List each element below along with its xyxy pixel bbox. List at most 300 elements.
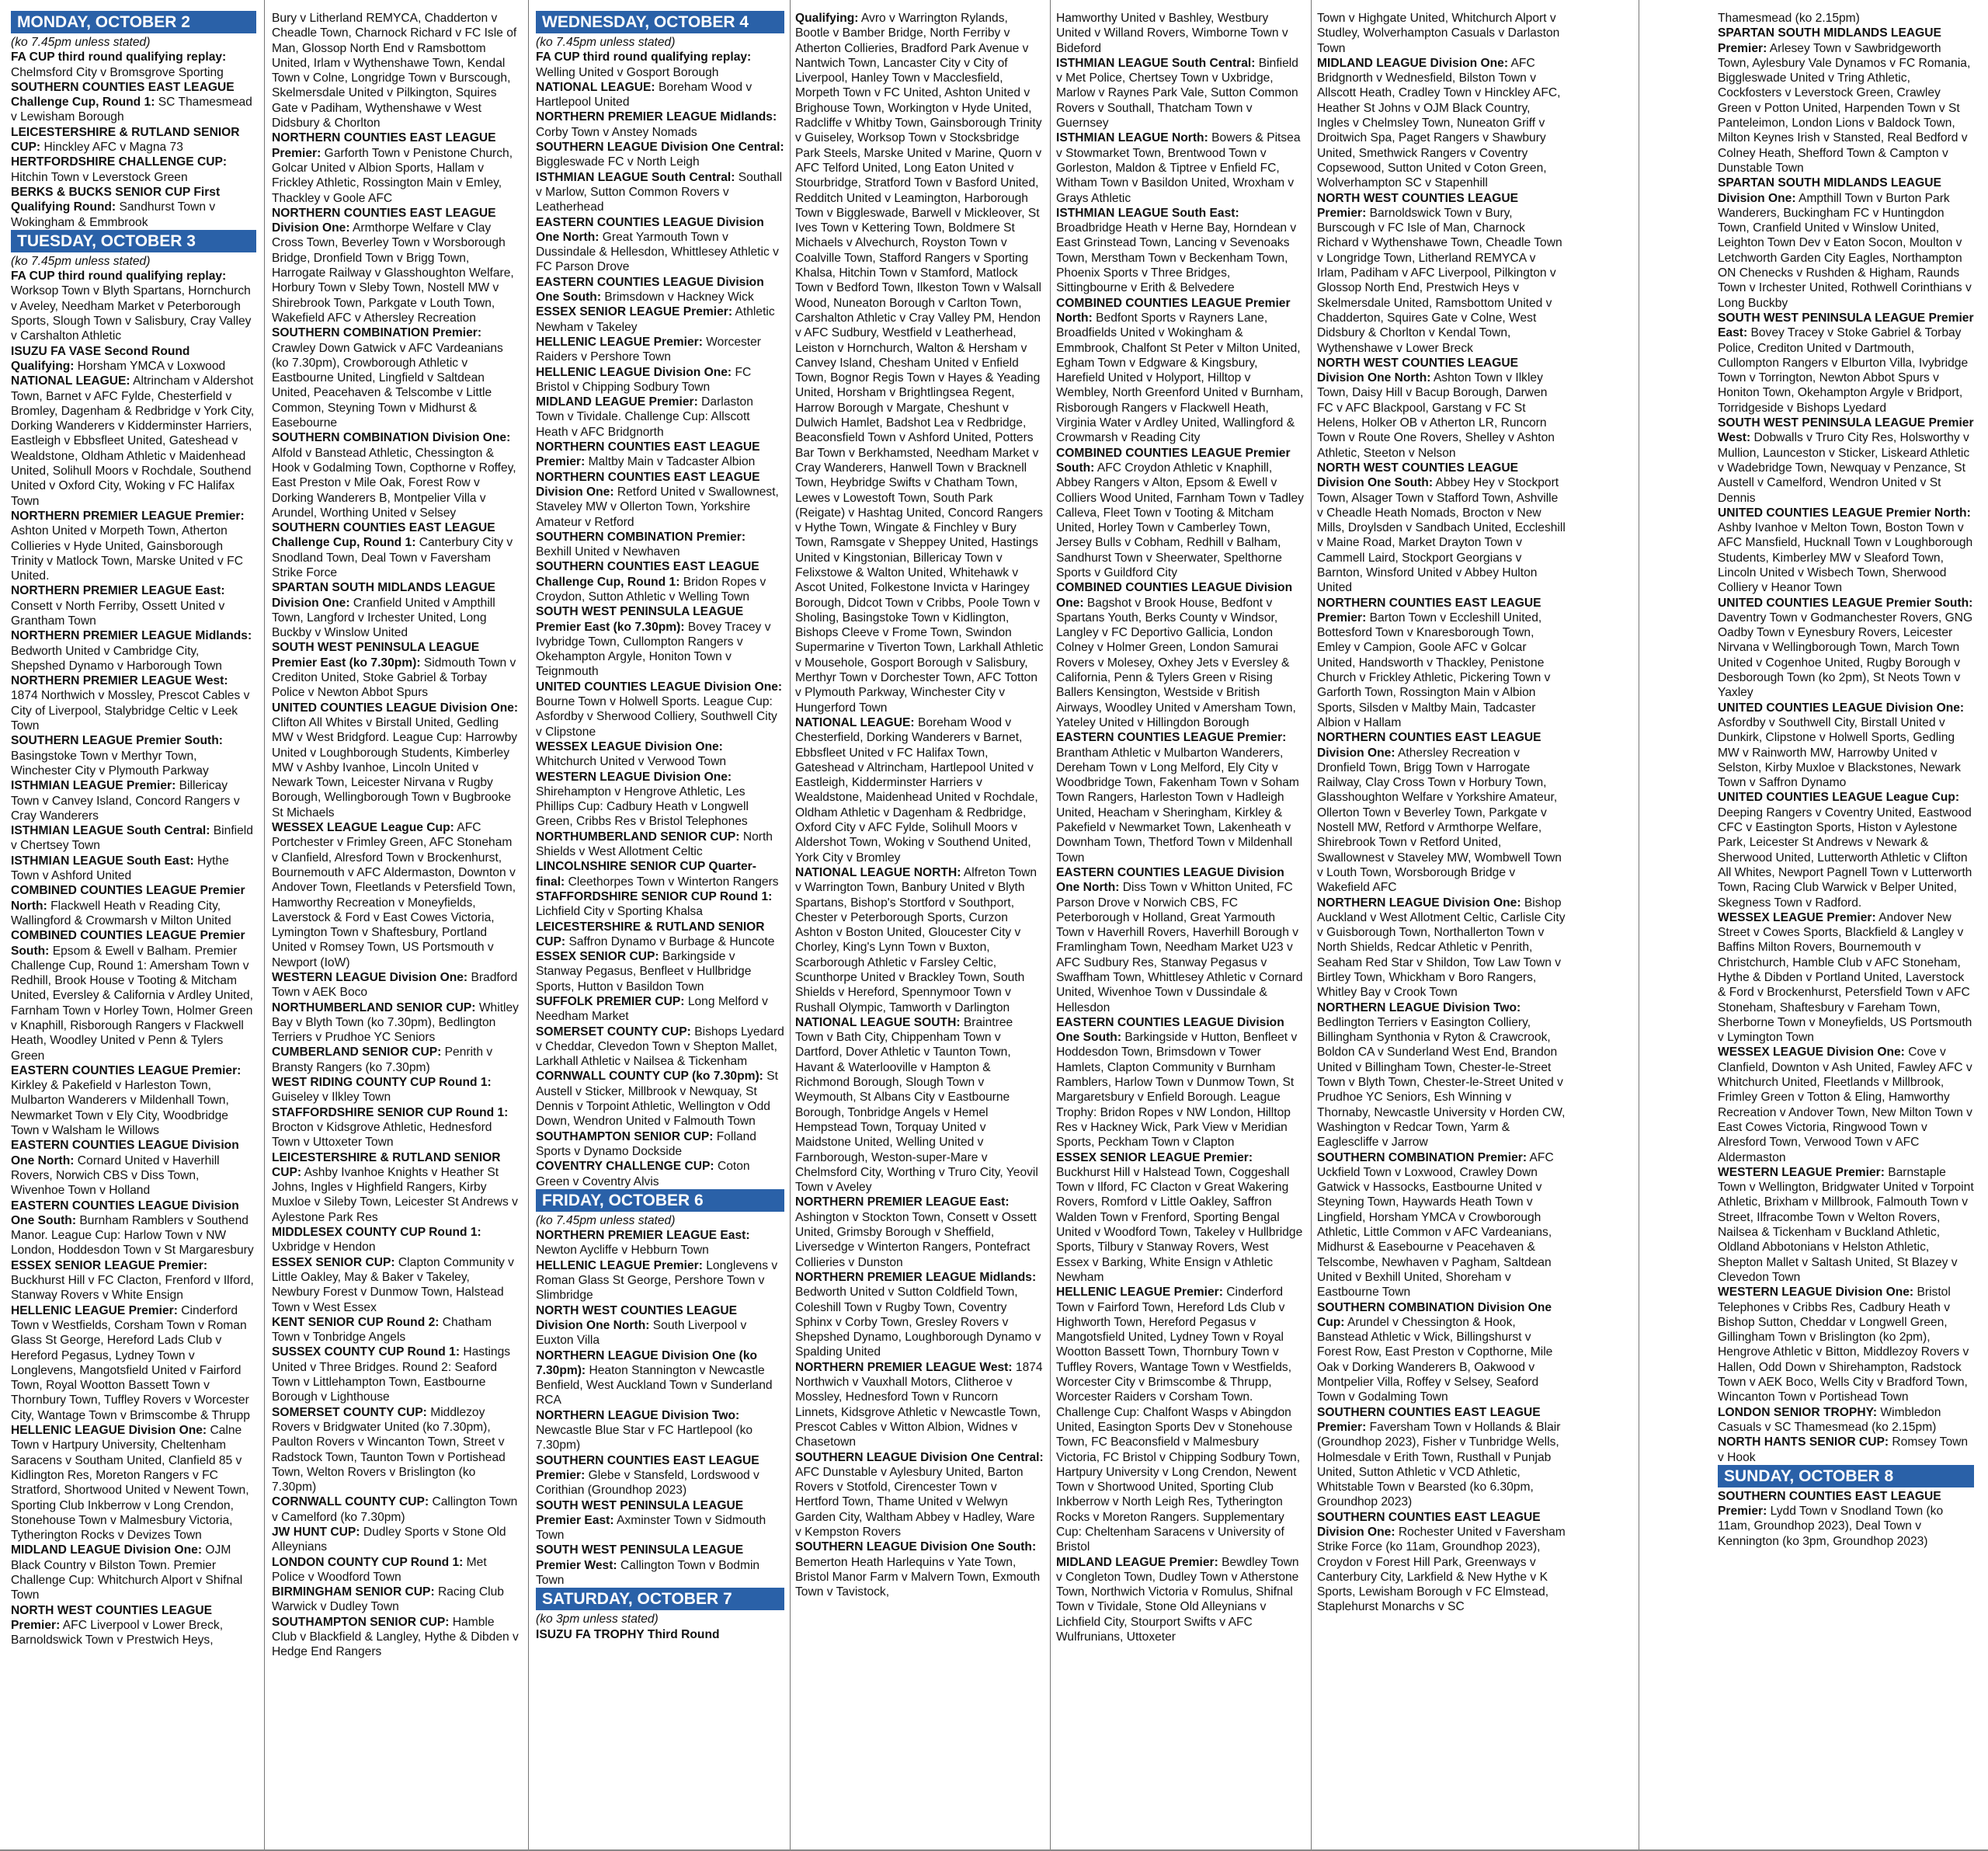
- competition-entry: [272, 1585, 520, 1615]
- competition-entry: [272, 206, 520, 325]
- competition-entry: [795, 11, 1044, 715]
- competition-name: MIDLAND LEAGUE Division One:: [1317, 56, 1509, 70]
- competition-entry: [1317, 191, 1566, 356]
- competition-name: WESTERN LEAGUE Division One:: [536, 770, 732, 784]
- fixture-list: Garforth Town v Penistone Church, Golcar United v Albion Sports, Hallam v Frickley Athletic, Rossington Main v Emley, Thackley v Goole AFC: [272, 146, 513, 205]
- fixture-list: Lydd Town v Snodland Town (ko 11am, Groundhop 2023), Deal Town v Kennington (ko 3pm, Groundhop 2023): [1718, 1505, 1944, 1548]
- competition-name: SOUTHERN COUNTIES EAST LEAGUE Division One:: [1317, 1510, 1541, 1539]
- competition-entry: [11, 733, 256, 778]
- competition-entry: [1056, 865, 1305, 1015]
- competition-entry: [1718, 910, 1974, 1046]
- competition-name: NORTHERN PREMIER LEAGUE East:: [11, 584, 225, 598]
- fixture-list: Barnstaple Town v Wellington, Bridgwater United v Torpoint Athletic, Brixham v Millbrook, Falmouth Town v Street, Ilfracombe Town v Welton Rovers, Nailsea & Tickenham v Buckland Athletic, Oldland Abbotonians v Helston Athletic, Shepton Mallet v Saltash United, St Blazey v Clevedon Town: [1718, 1165, 1974, 1284]
- competition-name: WEST RIDING COUNTY CUP Round 1:: [272, 1076, 492, 1090]
- competition-entry: [795, 1450, 1044, 1540]
- competition-name: SOUTHERN COUNTIES EAST LEAGUE Premier:: [1317, 1405, 1541, 1434]
- competition-name: SOUTHERN COUNTIES EAST LEAGUE Challenge Cup, Round 1:: [272, 521, 495, 550]
- fixture-list: Bexhill United v Newhaven: [536, 545, 680, 559]
- fixture-list: Long Melford v Needham Market: [536, 995, 768, 1024]
- fixture-list: Arlesey Town v Sawbridgeworth Town, Aylesbury Vale Dynamos v FC Romania, Biggleswade United v Tring Athletic, Cockfosters v Leverstock Green, Crawley Green v Potton United, Harpenden Town v St Panteleimon, London Lions v Baldock Town, Milton Keynes Irish v Stansted, Real Bedford v Colney Heath, Shefford Town & Campton v Dunstable Town: [1718, 41, 1971, 175]
- fixture-list: Bemerton Heath Harlequins v Yate Town, Bristol Manor Farm v Malvern Town, Exmouth Town v Tavistock,: [795, 1555, 1041, 1599]
- fixture-list: Worksop Town v Blyth Spartans, Hornchurch v Aveley, Needham Market v Peterborough Sports, Slough Town v Salisbury, Cray Valley v Carshalton Athletic: [11, 284, 252, 343]
- competition-entry: [272, 1225, 520, 1255]
- fixture-list: Athletic Newham v Takeley: [536, 305, 775, 334]
- fixture-list: Basingstoke Town v Merthyr Town, Winchester City v Plymouth Parkway: [11, 749, 209, 778]
- competition-entry: [536, 994, 784, 1025]
- fixture-list: Abbey Hey v Stockport Town, Alsager Town v Stafford Town, Ashville v Cheadle Heath Nomads, Brocton v New Mills, Droylsden v Sandbach United, Eccleshill v Maine Road, Market Drayton Town v Cammell Laird, Stockport Georgians v Barnton, Winsford United v Abbey Hulton United: [1317, 476, 1566, 595]
- competition-name: ISTHMIAN LEAGUE South East:: [11, 854, 194, 868]
- competition-name: MIDLAND LEAGUE Division One:: [11, 1543, 203, 1557]
- competition-entry: [11, 928, 256, 1063]
- fixture-list: AFC Dunstable v Aylesbury United, Barton Rovers v Stotfold, Cirencester Town v Hertford Town, Thame United v Welwyn Garden City, Waltham Abbey v Hadley, Ware v Kempston Rovers: [795, 1465, 1035, 1539]
- competition-name: NORTHERN PREMIER LEAGUE East:: [536, 1229, 750, 1243]
- competition-entry: [536, 110, 784, 140]
- fixture-list: Corby Town v Anstey Nomads: [536, 125, 697, 139]
- competition-entry: [536, 1258, 784, 1303]
- competition-name: SOUTHAMPTON SENIOR CUP:: [272, 1615, 450, 1629]
- fixture-list: OJM Black Country v Bilston Town. Premier Challenge Cup: Whitchurch Alport v Shifnal Town: [11, 1543, 243, 1602]
- day-heading: WEDNESDAY, OCTOBER 4: [536, 11, 784, 33]
- competition-entry: [795, 715, 1044, 865]
- competition-name: EASTERN COUNTIES LEAGUE Division One South:: [1056, 1015, 1284, 1045]
- column-rule: [1311, 0, 1312, 1849]
- competition-entry: [1056, 580, 1305, 730]
- competition-name: HELLENIC LEAGUE Premier:: [536, 335, 703, 349]
- competition-name: NORTHERN LEAGUE Division Two:: [536, 1408, 740, 1422]
- fixture-list: Cranfield United v Ampthill Town, Langford v Irchester United, Long Buckby v Winslow United: [272, 596, 495, 640]
- competition-entry: [272, 1045, 520, 1075]
- competition-entry: [272, 1615, 520, 1660]
- fixture-list: Southall v Marlow, Sutton Common Rovers v Leatherhead: [536, 170, 783, 214]
- competition-name: MIDLAND LEAGUE Premier:: [536, 395, 698, 409]
- fixture-list: Brimsdown v Hackney Wick: [604, 291, 754, 304]
- fixture-list: Hastings United v Three Bridges. Round 2: Seaford Town v Littlehampton Town, Eastbourne Borough v Lighthouse: [272, 1345, 511, 1404]
- competition-entry: [1317, 1000, 1566, 1150]
- competition-name: SOUTHERN COUNTIES EAST LEAGUE Challenge Cup, Round 1:: [11, 80, 235, 110]
- competition-entry: [272, 1525, 520, 1555]
- competition-name: SOUTHERN LEAGUE Division One South:: [795, 1540, 1037, 1554]
- competition-entry: [1056, 56, 1305, 130]
- competition-name: NORTHUMBERLAND SENIOR CUP:: [536, 830, 740, 844]
- competition-name: ISUZU FA VASE Second Round Qualifying:: [11, 344, 190, 373]
- competition-entry: [536, 859, 784, 889]
- fixture-list: Consett v North Ferriby, Ossett United v Grantham Town: [11, 599, 225, 628]
- competition-entry: [536, 920, 784, 950]
- column-rule: [528, 0, 529, 1849]
- fixture-list: Billericay Town v Canvey Island, Concord Rangers v Cray Wanderers: [11, 779, 240, 823]
- competition-name: ISTHMIAN LEAGUE South Central:: [536, 170, 735, 184]
- fixture-list: Barton Town v Eccleshill United, Bottesford Town v Knaresborough Town, Emley v Campion, Goole AFC v Golcar United, Handsworth v Thackley, Penistone Church v Frickley Athletic, Pickering Town v Garforth Town, Rossington Main v Albion Sports, Silsden v Maltby Main, Tadcaster Albion v Hallam: [1317, 611, 1551, 729]
- competition-entry: [11, 628, 256, 673]
- fixture-list: Cinderford Town v Fairford Town, Hereford Lds Club v Highworth Town, Hereford Pegasus v Mangotsfield United, Lydney Town v Royal Wootton Bassett Town, Thornbury Town v Tuffley Rovers, Wantage Town v Westfields, Worcester City v Brimscombe & Thrupp, Worcester Raiders v Corsham Town. Challenge Cup: Chalfont Wasps v Abingdon United, Easington Sports Dev v Stonehouse Town, FC Beaconsfield v Malmesbury Victoria, FC Bristol v Chipping Sodbury Town, Hartpury University v Long Crendon, Newent Town v Shortwood United, Sporting Club Inkberrow v North Leigh Res, Tytherington Rocks v Moreton Rangers. Supplementary Cup: Cheltenham Saracens v University of Bristol: [1056, 1286, 1301, 1554]
- competition-entry: [11, 673, 256, 733]
- competition-name: NORTHERN COUNTIES EAST LEAGUE Premier:: [536, 440, 760, 469]
- competition-entry: [1056, 296, 1305, 446]
- competition-entry: [536, 770, 784, 830]
- competition-entry: [536, 1498, 784, 1543]
- competition-entry: [11, 1303, 256, 1423]
- competition-name: SOUTHERN COUNTIES EAST LEAGUE Challenge Cup, Round 1:: [536, 560, 759, 589]
- competition-entry: [1317, 596, 1566, 731]
- competition-name: SOUTHERN COMBINATION Premier:: [272, 326, 482, 340]
- competition-name: CORNWALL COUNTY CUP:: [272, 1495, 429, 1509]
- fixture-list: Ampthill Town v Burton Park Wanderers, Buckingham FC v Huntingdon Town, Cranfield United v Winslow United, Leighton Town Dev v Eaton Socon, Moulton v Letchworth Garden City Eagles, Northampton ON Chenecks v Rushden & Higham, Raunds Town v Irchester United, Rothwell Corinthians v Long Buckby: [1718, 191, 1972, 310]
- fixture-list: Boreham Wood v Chesterfield, Dorking Wanderers v Barnet, Ebbsfleet United v FC Halifax Town, Gateshead v Altrincham, Hartlepool United v Eastleigh, Kidderminster Harriers v Wealdstone, Maidenhead United v Rochdale, Oldham Athletic v Dagenham & Redbridge, Oxford City v AFC Fylde, Solihull Moors v Aldershot Town, Woking v Southend United, York City v Bromley: [795, 715, 1038, 865]
- competition-entry: [1718, 1489, 1974, 1549]
- competition-name: NORTHERN PREMIER LEAGUE Midlands:: [536, 110, 777, 124]
- competition-entry: [1718, 1045, 1974, 1164]
- fixture-list: Barkingside v Hutton, Benfleet v Hoddesdon Town, Brimsdown v Tower Hamlets, Clapton Community v Burnham Ramblers, Harlow Town v Dunmow Town, St Margaretsbury v Enfield Borough. League Trophy: Bridon Ropes v NW London, Hilltop Res v Hackney Wick, Park View v Meridian Sports, Peckham Town v Clapton: [1056, 1031, 1298, 1150]
- competition-name: NORTHERN PREMIER LEAGUE West:: [11, 674, 228, 688]
- competition-entry: [1056, 730, 1305, 865]
- competition-name: HELLENIC LEAGUE Division One:: [536, 365, 732, 379]
- fixture-list: Cinderford Town v Westfields, Corsham Town v Roman Glass St George, Hereford Lads Club v Hereford Pegasus, Lydney Town v Longlevens, Mangotsfield United v Fairford Town, Royal Wootton Bassett Town v Thornbury Town, Tuffley Rovers v Worcester City, Wantage Town v Brimscombe & Thrupp: [11, 1303, 250, 1422]
- fixture-list: Barkingside v Stanway Pegasus, Benfleet v Hullbridge Sports, Hutton v Basildon Town: [536, 950, 752, 993]
- competition-name: HELLENIC LEAGUE Division One:: [11, 1424, 207, 1438]
- competition-name: HERTFORDSHIRE CHALLENGE CUP:: [11, 155, 228, 169]
- fixture-list: Bishop Auckland v West Allotment Celtic, Carlisle City v Guisborough Town, Northallerton Town v North Shields, Redcar Athletic v Penrith, Seaham Red Star v Shildon, Tow Law Town v Birtley Town, Whickham v Boro Rangers, Whitley Bay v Crook Town: [1317, 896, 1566, 1000]
- competition-entry: [536, 1303, 784, 1348]
- competition-entry: [536, 1025, 784, 1070]
- fixture-list: Braintree Town v Bath City, Chippenham Town v Dartford, Dover Athletic v Taunton Town, Havant & Waterlooville v Hampton & Richmond Borough, Slough Town v Weymouth, St Albans City v Eastbourne Borough, Tonbridge Angels v Hemel Hempstead Town, Torquay United v Maidstone United, Welling United v Farnborough, Weston-super-Mare v Chelmsford City, Worthing v Truro City, Yeovil Town v Aveley: [795, 1015, 1038, 1195]
- fixture-continuation: Town v Highgate United, Whitchurch Alport v Studley, Wolverhampton Casuals v Darlaston Town: [1317, 12, 1560, 55]
- competition-entry: [536, 1159, 784, 1189]
- competition-name: SOUTH WEST PENINSULA LEAGUE Premier East (ko 7.30pm):: [272, 641, 480, 670]
- fixture-list: Faversham Town v Hollands & Blair (Groundhop 2023), Fisher v Tunbridge Wells, Holmesdale v Erith Town, Rusthall v Punjab United, Sutton Athletic v VCD Athletic, Whitstable Town v Bearsted (ko 6.30pm, Groundhop 2023): [1317, 1420, 1561, 1509]
- fixture-list: Longlevens v Roman Glass St George, Pershore Town v Slimbridge: [536, 1258, 778, 1303]
- competition-name: ESSEX SENIOR CUP:: [536, 950, 659, 964]
- competition-entry: [11, 1199, 256, 1258]
- fixture-list: AFC Bridgnorth v Wednesfield, Bilston Town v Allscott Heath, Cradley Town v Hinckley AFC, Heather St Johns v OJM Black Country, Ingles v Chelmsley Town, Nuneaton Griff v Droitwich Spa, Paget Rangers v Shawbury United, Smethwick Rangers v Coventry Copsewood, Sutton United v Coton Green, Wolverhampton SC v Stapenhill: [1317, 56, 1561, 190]
- kickoff-note: (ko 7.45pm unless stated): [11, 36, 151, 49]
- fixture-list: Retford United v Swallownest, Staveley MW v Ollerton Town, Yorkshire Amateur v Retford: [536, 485, 779, 529]
- competition-name: MIDLAND LEAGUE Premier:: [1056, 1555, 1218, 1569]
- competition-name: WESTERN LEAGUE Premier:: [1718, 1165, 1885, 1179]
- competition-name: EASTERN COUNTIES LEAGUE Premier:: [11, 1063, 242, 1077]
- fixture-list: AFC Uckfield Town v Loxwood, Crawley Down Gatwick v Hassocks, Eastbourne United v Steyning Town, Haywards Heath Town v Lingfield, Horsham YMCA v Crowborough Athletic, Little Common v AFC Vardeanians, Midhurst & Easebourne v Peacehaven & Telscombe, Newhaven v Pagham, Saltdean United v Bexhill United, Shoreham v Eastbourne Town: [1317, 1150, 1554, 1300]
- fixture-list: Romsey Town v Hook: [1718, 1435, 1969, 1464]
- competition-name: SOUTH WEST PENINSULA LEAGUE Premier West:: [1718, 416, 1974, 445]
- competition-entry: [536, 215, 784, 275]
- competition-entry: [536, 739, 784, 770]
- fixture-list: Newcastle Blue Star v FC Hartlepool (ko 7.30pm): [536, 1424, 753, 1453]
- competition-entry: [536, 1543, 784, 1588]
- competition-name: SOUTHERN COMBINATION Division One Cup:: [1317, 1300, 1552, 1329]
- competition-entry: [272, 1315, 520, 1345]
- competition-entry: [11, 1543, 256, 1602]
- competition-name: STAFFORDSHIRE SENIOR CUP Round 1:: [272, 1105, 509, 1119]
- competition-entry: [1317, 1150, 1566, 1300]
- competition-entry: [1718, 1405, 1974, 1435]
- fixture-list: Athersley Recreation v Dronfield Town, Brigg Town v Harrogate Railway, Clay Cross Town v Horbury Town, Glasshoughton Welfare v Yorkshire Amateur, Ollerton Town v Beverley Town, Parkgate v Nostell MW, Retford v Armthorpe Welfare, Shirebrook Town v Retford United, Swallownest v Staveley MW, Wombwell Town v Louth Town, Worsborough Bridge v Wakefield AFC: [1317, 746, 1562, 895]
- fixture-list: Whitchurch United v Verwood Town: [536, 755, 726, 769]
- competition-entry: [536, 1069, 784, 1129]
- competition-name: NORTHERN COUNTIES EAST LEAGUE Premier:: [272, 131, 496, 160]
- day-heading: TUESDAY, OCTOBER 3: [11, 230, 256, 252]
- fixture-list: Binfield v Chertsey Town: [11, 824, 253, 853]
- fixture-list: Buckhurst Hill v Halstead Town, Coggeshall Town v Ilford, FC Clacton v Great Wakering Rovers, Romford v Little Oakley, Saffron Walden Town v Frenford, Sporting Bengal United v Woodford Town, Takeley v Hullbridge Sports, Tilbury v Stanway Rovers, West Essex v Barking, White Ensign v Athletic Newham: [1056, 1165, 1303, 1284]
- competition-name: NATIONAL LEAGUE:: [11, 374, 130, 388]
- fixture-list: Deeping Rangers v Coventry United, Eastwood CFC v Eastington Sports, Histon v Aylestone Park, Leicester St Andrews v Newark & Sherwood United, Lutterworth Athletic v Clifton All Whites, Newport Pagnell Town v Lutterworth Town, Racing Club Warwick v Belper United, Skegness Town v Radford.: [1718, 805, 1972, 910]
- fixture-list: Darlaston Town v Tividale. Challenge Cup: Allscott Heath v AFC Bridgnorth: [536, 395, 753, 439]
- competition-entry: [1718, 1165, 1974, 1285]
- fixtures-column-7: [1718, 11, 1974, 1845]
- fixture-list: Cove v Clanfield, Downton v Ash United, Fawley AFC v Whitchurch United, Fleetlands v Millbrook, Frimley Green v Totton & Eling, Hamworthy Recreation v Andover Town, New Milton Town v East Cowes Victoria, Ringwood Town v Alresford Town, Verwood Town v AFC Aldermaston: [1718, 1046, 1972, 1164]
- competition-entry: [536, 50, 784, 80]
- fixture-list: Hinckley AFC v Magna 73: [43, 141, 183, 155]
- fixture-list: Uxbridge v Hendon: [272, 1240, 376, 1254]
- fixture-list: Brantham Athletic v Mulbarton Wanderers, Dereham Town v Long Melford, Ely City v Woodbridge Town, Fakenham Town v Soham Town Rangers, Harleston Town v Hadleigh United, Heacham v Sheringham, Kirkley & Pakefield v Newmarket Town, Lakenheath v Downham Town, Thetford Town v Mildenhall Town: [1056, 746, 1299, 865]
- competition-name: SOUTH WEST PENINSULA LEAGUE Premier East:: [1718, 311, 1974, 340]
- competition-name: NORTH HANTS SENIOR CUP:: [1718, 1435, 1889, 1449]
- competition-entry: [11, 778, 256, 823]
- competition-entry: [536, 1228, 784, 1258]
- competition-entry: [536, 949, 784, 994]
- fixture-list: FC Bristol v Chipping Sodbury Town: [536, 365, 752, 394]
- fixtures-column-6: [1317, 11, 1566, 1845]
- competition-entry: [272, 970, 520, 1000]
- competition-entry: [795, 1195, 1044, 1269]
- competition-name: EASTERN COUNTIES LEAGUE Division One South:: [536, 275, 764, 304]
- competition-name: SOUTHERN COMBINATION Division One:: [272, 431, 511, 445]
- competition-entry: [795, 1270, 1044, 1360]
- competition-entry: [1317, 461, 1566, 596]
- fixture-list: Heaton Stannington v Newcastle Benfield, West Auckland Town v Sunderland RCA: [536, 1363, 773, 1407]
- competition-name: WESTERN LEAGUE Division One:: [1718, 1286, 1914, 1300]
- competition-entry: [1056, 1285, 1305, 1554]
- competition-entry: [272, 1494, 520, 1525]
- fixture-list: Buckhurst Hill v FC Clacton, Frenford v Ilford, Stanway Rovers v White Ensign: [11, 1274, 254, 1303]
- fixture-list: 1874 Northwich v Mossley, Prescot Cables v City of Liverpool, Stalybridge Celtic v Leek Town: [11, 689, 250, 733]
- competition-entry: [1718, 506, 1974, 596]
- fixture-list: Bristol Telephones v Cribbs Res, Cadbury Heath v Bishop Sutton, Cheddar v Longwell Green, Gillingham Town v Brislington (ko 2pm), Hengrove Athletic v Bitton, Middlezoy Rovers v Hallen, Odd Down v Shirehampton, Radstock Town v AEK Boco, Wells City v Bradford Town, Wincanton Town v Portishead Town: [1718, 1286, 1969, 1404]
- competition-entry: [795, 1015, 1044, 1195]
- competition-entry: [11, 80, 256, 125]
- competition-entry: [11, 1063, 256, 1138]
- competition-entry: [1718, 311, 1974, 416]
- fixture-list: Newton Aycliffe v Hebburn Town: [536, 1244, 709, 1258]
- competition-name: JW HUNT CUP:: [272, 1525, 360, 1539]
- competition-name: NORTHERN LEAGUE Division One (ko 7.30pm):: [536, 1348, 758, 1377]
- competition-entry: [11, 50, 256, 80]
- competition-name: COMBINED COUNTIES LEAGUE Premier North:: [11, 884, 245, 913]
- competition-name: ISUZU FA TROPHY Third Round: [536, 1627, 720, 1641]
- fixture-list: Sidmouth Town v Crediton United, Stoke Gabriel & Torbay Police v Newton Abbot Spurs: [272, 656, 516, 700]
- fixture-list: North Shields v West Allotment Celtic: [536, 830, 773, 859]
- fixture-list: Binfield v Met Police, Chertsey Town v Uxbridge, Marlow v Raynes Park Vale, Sutton Common Rovers v Southall, Thatcham Town v Guernsey: [1056, 56, 1298, 130]
- fixture-list: Wimbledon Casuals v SC Thamesmead (ko 2.15pm): [1718, 1405, 1941, 1434]
- competition-entry: [11, 583, 256, 628]
- competition-name: SOUTHERN LEAGUE Division One Central:: [536, 141, 784, 155]
- fixture-list: Callington Town v Camelford (ko 7.30pm): [272, 1495, 518, 1524]
- competition-entry: [272, 520, 520, 580]
- competition-entry: [1317, 896, 1566, 1000]
- competition-entry: [11, 125, 256, 155]
- fixture-list: Rochester United v Faversham Strike Force (ko 11am, Groundhop 2023), Croydon v Forest Hill Park, Greenways v Canterbury City, Larkfield & New Hythe v K Sports, Lewisham Borough v FC Elmstead, Staplehurst Monarchs v SC: [1317, 1525, 1566, 1614]
- fixture-list: 1874 Northwich v Vauxhall Motors, Clitheroe v Mossley, Hednesford Town v Runcorn Linnets, Kidsgrove Athletic v Newcastle Town, Prescot Cables v Witton Albion, Widnes v Chasetown: [795, 1360, 1043, 1449]
- competition-name: BIRMINGHAM SENIOR CUP:: [272, 1585, 435, 1599]
- competition-name: EASTERN COUNTIES LEAGUE Division One North:: [11, 1139, 239, 1167]
- fixture-list: Brocton v Kidsgrove Athletic, Hednesford Town v Uttoxeter Town: [272, 1120, 492, 1150]
- competition-name: SOUTHERN COUNTIES EAST LEAGUE Premier:: [1718, 1489, 1941, 1519]
- fixture-list: Dudley Sports v Stone Old Alleynians: [272, 1525, 506, 1554]
- competition-entry: [536, 80, 784, 110]
- fixture-list: Kirkley & Pakefield v Harleston Town, Mulbarton Wanderers v Mildenhall Town, Newmarket Town v Ely City, Woodbridge Town v Walsham le Willows: [11, 1079, 229, 1138]
- fixture-list: Shirehampton v Hengrove Athletic, Les Phillips Cup: Cadbury Heath v Longwell Green, Cribbs Res v Bristol Telephones: [536, 785, 749, 829]
- competition-entry: [536, 1408, 784, 1453]
- fixture-list: South Liverpool v Euxton Villa: [536, 1318, 747, 1348]
- fixture-list: Alfreton Town v Warrington Town, Banbury United v Blyth Spartans, Bishop's Stortford v Southport, Chester v Peterborough Sports, Curzon Ashton v Boston United, Gloucester City v Chorley, King's Lynn Town v Buxton, Scarborough Athletic v Farsley Celtic, Scunthorpe United v Brackley Town, South Shields v Hereford, Spennymoor Town v Rushall Olympic, Tamworth v Darlington: [795, 865, 1037, 1014]
- competition-entry: [536, 1348, 784, 1408]
- competition-name: FA CUP third round qualifying replay:: [536, 50, 752, 64]
- competition-name: SOUTHERN LEAGUE Premier South:: [11, 734, 223, 748]
- competition-name: COMBINED COUNTIES LEAGUE Premier South:: [1056, 446, 1291, 475]
- fixture-list: Glebe v Stansfeld, Lordswood v Corithian (Groundhop 2023): [536, 1468, 759, 1498]
- competition-name: UNITED COUNTIES LEAGUE Division One:: [272, 701, 519, 715]
- competition-name: SOUTHERN COMBINATION Premier:: [1317, 1150, 1527, 1164]
- competition-name: EASTERN COUNTIES LEAGUE Division One North:: [1056, 865, 1284, 895]
- competition-name: NORTHERN LEAGUE Division One:: [1317, 896, 1521, 910]
- competition-entry: [536, 1129, 784, 1160]
- competition-entry: [1718, 596, 1974, 701]
- fixture-list: Calne Town v Hartpury University, Cheltenham Saracens v Southam United, Clanfield 85 v Kidlington Res, Moreton Rangers v FC Stratford, Shortwood United v Newent Town, Sporting Club Inkberrow v Long Crendon, Stonehouse Town v Malmesbury Victoria, Tytherington Rocks v Devizes Town: [11, 1424, 249, 1543]
- competition-entry: [11, 155, 256, 185]
- fixture-list: Folland Sports v Dynamo Dockside: [536, 1129, 756, 1158]
- competition-entry: [1718, 701, 1974, 791]
- fixture-list: Maltby Main v Tadcaster Albion: [588, 455, 756, 469]
- fixture-list: AFC Croydon Athletic v Knaphill, Abbey Rangers v Alton, Epsom & Ewell v Colliers Wood United, Farnham Town v Tadley Calleva, Fleet Town v Tooting & Mitcham United, Horley Town v Camberley Town, Jersey Bulls v Cobham, Redhill v Balham, Sandhurst Town v Sheerwater, Spelthorne Sports v Guildford City: [1056, 461, 1304, 579]
- fixture-list: Diss Town v Whitton United, FC Parson Drove v Norwich CBS, FC Peterborough v Holland, Great Yarmouth Town v Haverhill Rovers, Haverhill Borough v Framlingham Town, Needham Market U23 v AFC Sudbury Res, Stanway Pegasus v Swaffham Town, Whittlesey Athletic v Cornard United, Wivenhoe Town v Dussindale & Hellesdon: [1056, 881, 1303, 1014]
- competition-entry: [1718, 26, 1974, 176]
- competition-name: NORTH WEST COUNTIES LEAGUE Division One North:: [1317, 356, 1519, 385]
- fixture-list: Bedfont Sports v Rayners Lane, Broadfields United v Wokingham & Emmbrook, Chalfont St Peter v Milton United, Egham Town v Edgware & Kingsbury, Harefield United v Holyport, Hilltop v Wembley, North Greenford United v Burnham, Risborough Rangers v Flackwell Heath, Virginia Water v Ardley United, Wallingford & Crowmarsh v Reading City: [1056, 311, 1304, 445]
- fixture-list: Bradford Town v AEK Boco: [272, 971, 518, 1000]
- competition-entry: [11, 269, 256, 343]
- competition-name: HELLENIC LEAGUE Premier:: [536, 1258, 703, 1272]
- competition-entry: [272, 1255, 520, 1315]
- fixture-list: Altrincham v Aldershot Town, Barnet v AFC Fylde, Chesterfield v Bromley, Dagenham & Redbridge v York City, Dorking Wanderers v Kidderminster Harriers, Eastleigh v Ebbsfleet United, Gateshead v Wealdstone, Oldham Athletic v Maidenhead United, Solihull Moors v Rochdale, Southend United v Oxford City, Woking v FC Halifax Town: [11, 374, 255, 508]
- competition-name: NORTHUMBERLAND SENIOR CUP:: [272, 1000, 476, 1014]
- competition-name: SPARTAN SOUTH MIDLANDS LEAGUE Division One:: [272, 581, 495, 610]
- competition-name: NATIONAL LEAGUE:: [795, 715, 915, 729]
- fixtures-column-2: [272, 11, 520, 1845]
- fixture-list: Sandhurst Town v Wokingham & Emmbrook: [11, 200, 216, 229]
- fixture-list: Ashby Ivanhoe Knights v Heather St Johns, Ingles v Highfield Rangers, Kirby Muxloe v Sileby Town, Leicester St Andrews v Aylestone Park Res: [272, 1165, 518, 1224]
- competition-entry: [536, 365, 784, 395]
- competition-entry: [272, 1405, 520, 1495]
- competition-name: WESTERN LEAGUE Division One:: [272, 971, 468, 984]
- competition-name: UNITED COUNTIES LEAGUE Division One:: [1718, 701, 1965, 715]
- competition-entry: [11, 374, 256, 509]
- competition-name: BERKS & BUCKS SENIOR CUP First Qualifying Round:: [11, 185, 221, 214]
- fixture-list: Dobwalls v Truro City Res, Holsworthy v Mullion, Launceston v Sticker, Liskeard Athletic v Wadebridge Town, Newquay v Penzance, St Austell v Camelford, Wendron United v St Dennis: [1718, 431, 1970, 505]
- competition-entry: [1718, 176, 1974, 311]
- fixture-continuation: Thamesmead (ko 2.15pm): [1718, 12, 1860, 25]
- competition-entry: [536, 559, 784, 604]
- competition-entry: [1056, 1150, 1305, 1286]
- fixture-list: Bridon Ropes v Croydon, Sutton Athletic v Welling Town: [536, 575, 766, 604]
- fixture-list: Callington Town v Bodmin Town: [536, 1558, 760, 1587]
- competition-entry: [272, 130, 520, 205]
- competition-name: ESSEX SENIOR LEAGUE Premier:: [1056, 1150, 1253, 1164]
- competition-entry: [11, 344, 256, 374]
- fixtures-column-4: [795, 11, 1044, 1845]
- competition-entry: [536, 440, 784, 470]
- competition-name: COMBINED COUNTIES LEAGUE Premier North:: [1056, 296, 1291, 325]
- competition-name: ISTHMIAN LEAGUE Premier:: [11, 779, 176, 793]
- competition-name: SUSSEX COUNTY CUP Round 1:: [272, 1345, 461, 1359]
- competition-entry: [272, 640, 520, 700]
- competition-entry: [536, 170, 784, 215]
- fixture-list: Epsom & Ewell v Balham. Premier Challenge Cup, Round 1: Amersham Town v Redhill, Brook House v Tooting & Mitcham United, Eversley & California v Ardley United, Farnham Town v Horley Town, Holmer Green v Knaphill, Risborough Rangers v Flackwell Heath, Woodley United v Penn & Tylers Green: [11, 944, 254, 1063]
- competition-entry: [1056, 1555, 1305, 1645]
- fixtures-column-5: [1056, 11, 1305, 1845]
- competition-name: LEICESTERSHIRE & RUTLAND SENIOR CUP:: [11, 125, 240, 155]
- competition-entry: [1317, 1510, 1566, 1615]
- competition-name: EASTERN COUNTIES LEAGUE Division One North:: [536, 215, 764, 244]
- fixture-list: Bedworth United v Cambridge City, Shepshed Dynamo v Harborough Town: [11, 644, 222, 673]
- fixture-list: Worcester Raiders v Pershore Town: [536, 335, 762, 364]
- competition-entry: [272, 1075, 520, 1105]
- competition-name: NORTHERN COUNTIES EAST LEAGUE Division One:: [1317, 731, 1541, 760]
- fixture-list: Penrith v Bransty Rangers (ko 7.30pm): [272, 1046, 493, 1074]
- fixture-list: Bagshot v Brook House, Bedfont v Spartans Youth, Berks County v Windsor, Langley v FC Deportivo Gallicia, London Colney v Holmer Green, London Samurai Rovers v Molesey, Oxhey Jets v Eversley & California, Penn & Tylers Green v Rising Ballers Kensington, Westside v British Airways, Woodley United v Amersham Town, Yateley United v Hillingdon Borough: [1056, 596, 1296, 729]
- fixture-list: Lichfield City v Sporting Khalsa: [536, 905, 703, 919]
- fixture-list: Coton Green v Coventry Alvis: [536, 1160, 750, 1188]
- competition-name: UNITED COUNTIES LEAGUE Division One:: [536, 680, 783, 694]
- competition-entry: [536, 140, 784, 170]
- competition-entry: [1718, 416, 1974, 506]
- fixture-list: Axminster Town v Sidmouth Town: [536, 1513, 766, 1543]
- competition-name: NORTHERN LEAGUE Division Two:: [1317, 1000, 1521, 1014]
- fixture-list: Bewdley Town v Congleton Town, Dudley Town v Atherstone Town, Northwich Victoria v Romulus, Shifnal Town v Tividale, Stone Old Alleynians v Lichfield City, Stourport Swifts v AFC Wulfrunians, Uttoxeter: [1056, 1555, 1299, 1644]
- competition-name: NORTHERN COUNTIES EAST LEAGUE Division One:: [536, 470, 760, 499]
- competition-name: ESSEX SENIOR CUP:: [272, 1255, 395, 1269]
- competition-name: ISTHMIAN LEAGUE South Central:: [11, 824, 210, 838]
- competition-name: NORTH WEST COUNTIES LEAGUE Premier:: [11, 1603, 213, 1632]
- fixture-list: Bovey Tracey v Ivybridge Town, Cullompton Rangers v Okehampton Argyle, Honiton Town v Teignmouth: [536, 620, 771, 679]
- competition-name: KENT SENIOR CUP Round 2:: [272, 1315, 440, 1329]
- kickoff-note: (ko 7.45pm unless stated): [11, 254, 151, 268]
- competition-name: NORTHERN PREMIER LEAGUE Midlands:: [11, 629, 252, 643]
- fixture-continuation: Hamworthy United v Bashley, Westbury United v Willand Rovers, Wimborne Town v Bideford: [1056, 12, 1288, 55]
- fixtures-column-3: [536, 11, 784, 1845]
- competition-name: ISTHMIAN LEAGUE South Central:: [1056, 56, 1256, 70]
- competition-entry: [1317, 56, 1566, 191]
- competition-entry: [795, 1360, 1044, 1450]
- fixture-list: Ashington v Stockton Town, Consett v Ossett United, Grimsby Borough v Sheffield, Liversedge v Winterton Rangers, Pontefract Collieries v Dunston: [795, 1210, 1037, 1269]
- fixture-list: Boreham Wood v Hartlepool United: [536, 80, 752, 110]
- competition-name: SOUTHERN LEAGUE Division One Central:: [795, 1450, 1044, 1464]
- fixture-list: Ashton Town v Ilkley Town, Daisy Hill v Bacup Borough, Darwen FC v AFC Blackpool, Garstang v FC St Helens, Holker OB v Atherton LR, Runcorn Town v Route One Rovers, Shelley v Ashton Athletic, Steeton v Nelson: [1317, 371, 1555, 460]
- competition-entry: [1317, 730, 1566, 895]
- competition-entry: [11, 823, 256, 854]
- fixture-list: St Austell v Sticker, Millbrook v Newquay, St Dennis v Torpoint Athletic, Wellington v Odd Down, Wendron United v Falmouth Town: [536, 1070, 778, 1129]
- column-rule: [264, 0, 265, 1849]
- fixture-list: Broadbridge Heath v Herne Bay, Horndean v East Grinstead Town, Lancing v Sevenoaks Town, Merstham Town v Beckenham Town, Phoenix Sports v Three Bridges, Sittingbourne v Erith & Belvedere: [1056, 221, 1297, 295]
- day-heading: SUNDAY, OCTOBER 8: [1718, 1465, 1974, 1487]
- competition-name: SOUTHERN COMBINATION Premier:: [536, 530, 746, 544]
- fixture-list: Barnoldswick Town v Bury, Burscough v FC Isle of Man, Charnock Richard v Wythenshawe Town, Cheadle Town v Longridge Town, Litherland REMYCA v Irlam, Padiham v AFC Liverpool, Pilkington v Glossop North End, Prestwich Heys v Skelmersdale United, Ramsbottom United v Chadderton, Squires Gate v Colne, West Didsbury & Chorlton v Kendal Town, Wythenshawe v Lower Breck: [1317, 206, 1562, 355]
- competition-name: LONDON SENIOR TROPHY:: [1718, 1405, 1878, 1419]
- fixture-list: Canterbury City v Snodland Town, Deal Town v Faversham Strike Force: [272, 536, 513, 579]
- competition-entry: [1718, 790, 1974, 910]
- competition-name: NORTHERN COUNTIES EAST LEAGUE Premier:: [1317, 596, 1541, 625]
- competition-name: SUFFOLK PREMIER CUP:: [536, 995, 685, 1008]
- fixture-list: Daventry Town v Godmanchester Rovers, GNG Oadby Town v Eynesbury Rovers, Leicester Nirvana v Wellingborough Town, March Town United v Cogenhoe United, Rugby Borough v Desborough Town (ko 2pm), St Neots Town v Yaxley: [1718, 611, 1973, 700]
- fixture-list: Burnham Ramblers v Southend Manor. League Cup: Harlow Town v NW London, Hoddesdon Town v St Margaresbury: [11, 1213, 254, 1258]
- fixture-list: Bowers & Pitsea v Stowmarket Town, Brentwood Town v Gorleston, Maldon & Tiptree v Enfield FC, Witham Town v Basildon United, Wroxham v Grays Athletic: [1056, 131, 1301, 205]
